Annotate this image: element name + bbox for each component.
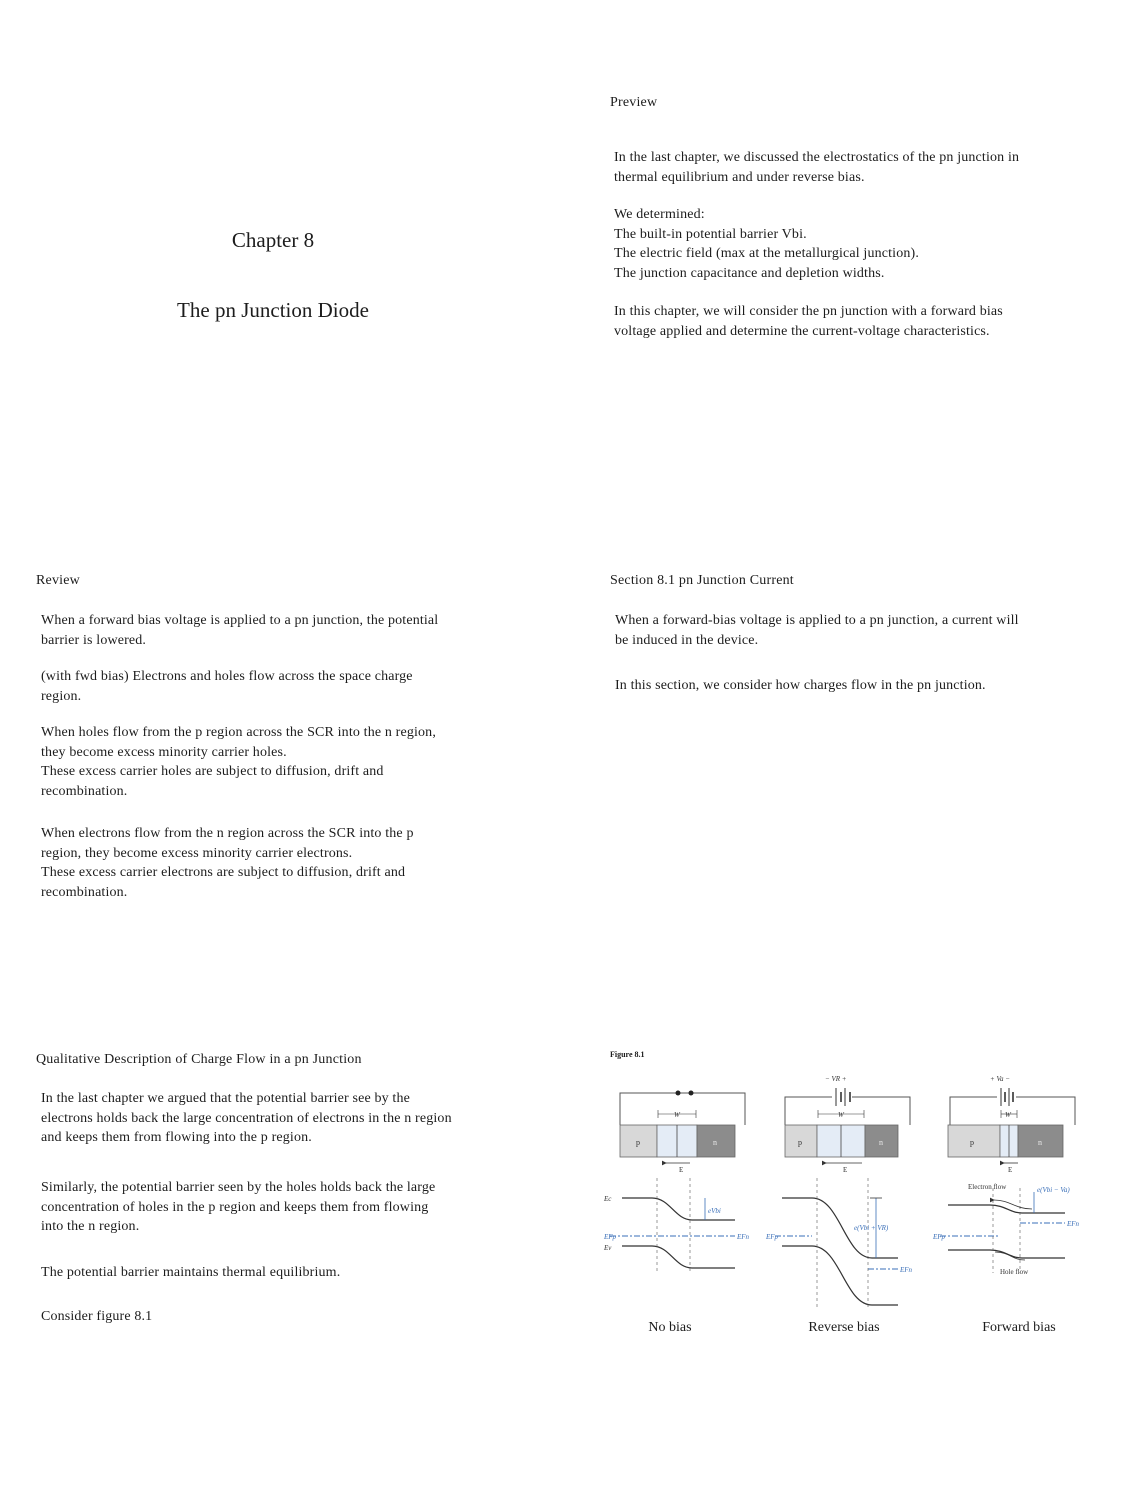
p-region-label: p — [970, 1138, 974, 1147]
panel-label-forward-bias: Forward bias — [982, 1320, 1056, 1335]
paragraph: When holes flow from the p region across the SCR into the n region, they become excess minority carrier holes. These excess carrier holes are subject to diffusion, drift and recombination. — [41, 725, 436, 799]
n-region-label: n — [1038, 1138, 1042, 1147]
paragraph: When a forward bias voltage is applied to a pn junction, the potential barrier is lowered. — [41, 613, 439, 648]
paragraph: Consider figure 8.1 — [41, 1309, 153, 1324]
field-label: E — [1008, 1166, 1013, 1174]
paragraph: Similarly, the potential barrier seen by the holes holds back the large concentration of holes in the p region and keeps them from flowing into the n region. — [41, 1180, 436, 1234]
n-region-label: n — [713, 1138, 717, 1147]
figure-8-1 — [600, 1068, 1100, 1318]
efp-label: EFp — [766, 1233, 779, 1241]
paragraph: In the last chapter, we discussed the electrostatics of the pn junction in thermal equilibrium and under reverse bias. — [614, 150, 1020, 185]
efp-label: EFp — [604, 1233, 617, 1241]
barrier-label: e(Vbi + VR) — [854, 1224, 889, 1232]
paragraph: The potential barrier maintains thermal equilibrium. — [41, 1265, 341, 1280]
ev-label: Ev — [604, 1244, 612, 1252]
battery-label: + Va − — [990, 1075, 1010, 1083]
barrier-label: e(Vbi − Va) — [1037, 1186, 1070, 1194]
chapter-subtitle: The pn Junction Diode — [177, 298, 369, 322]
depletion-width-label: W — [674, 1111, 680, 1119]
paragraph: In the last chapter we argued that the potential barrier see by the electrons holds back the large concentration of electrons in the n region and keeps them from flowing into the p region. — [41, 1091, 452, 1145]
paragraph: When electrons flow from the n region across the SCR into the p region, they become excess minority carrier electrons. These excess carrier electrons are subject to diffusion, drift and recombination. — [41, 826, 414, 900]
paragraph: When a forward-bias voltage is applied to a pn junction, a current will be induced in the device. — [615, 613, 1019, 648]
slide-heading: Preview — [610, 95, 658, 110]
electron-flow-label: Electron flow — [968, 1183, 1007, 1191]
field-label: E — [679, 1166, 684, 1174]
panel-label-reverse-bias: Reverse bias — [808, 1320, 880, 1335]
hole-flow-label: Hole flow — [1000, 1268, 1029, 1276]
slide-heading: Review — [36, 573, 80, 588]
panel-label-no-bias: No bias — [648, 1320, 692, 1335]
n-region-label: n — [879, 1138, 883, 1147]
paragraph: In this section, we consider how charges flow in the pn junction. — [615, 678, 986, 693]
efn-label: EFn — [737, 1233, 750, 1241]
panel-forward-bias — [932, 1075, 1080, 1276]
ec-label: Ec — [604, 1195, 612, 1203]
paragraph: (with fwd bias) Electrons and holes flow across the space charge region. — [41, 669, 413, 704]
paragraph: We determined: The built-in potential barrier Vbi. The electric field (max at the metallurgical junction). The junction capacitance and depletion widths. — [614, 207, 919, 281]
paragraph: In this chapter, we will consider the pn junction with a forward bias voltage applied and determine the current-voltage characteristics. — [614, 304, 1003, 339]
panel-reverse-bias — [765, 1075, 913, 1308]
slide-heading: Qualitative Description of Charge Flow in a pn Junction — [36, 1052, 362, 1067]
depletion-width-label: W — [838, 1111, 844, 1119]
battery-label: − VR + — [825, 1075, 847, 1083]
efn-label: EFn — [900, 1266, 913, 1274]
field-label: E — [843, 1166, 848, 1174]
efn-label: EFn — [1067, 1220, 1080, 1228]
efp-label: EFp — [933, 1233, 946, 1241]
chapter-title: Chapter 8 — [231, 228, 315, 252]
p-region-label: p — [798, 1138, 802, 1147]
slide-heading: Section 8.1 pn Junction Current — [610, 573, 794, 588]
barrier-label: eVbi — [708, 1207, 721, 1215]
p-region-label: p — [636, 1138, 640, 1147]
depletion-width-label: W — [1005, 1111, 1011, 1119]
panel-no-bias — [603, 1091, 750, 1274]
figure-caption: Figure 8.1 — [610, 1050, 645, 1059]
